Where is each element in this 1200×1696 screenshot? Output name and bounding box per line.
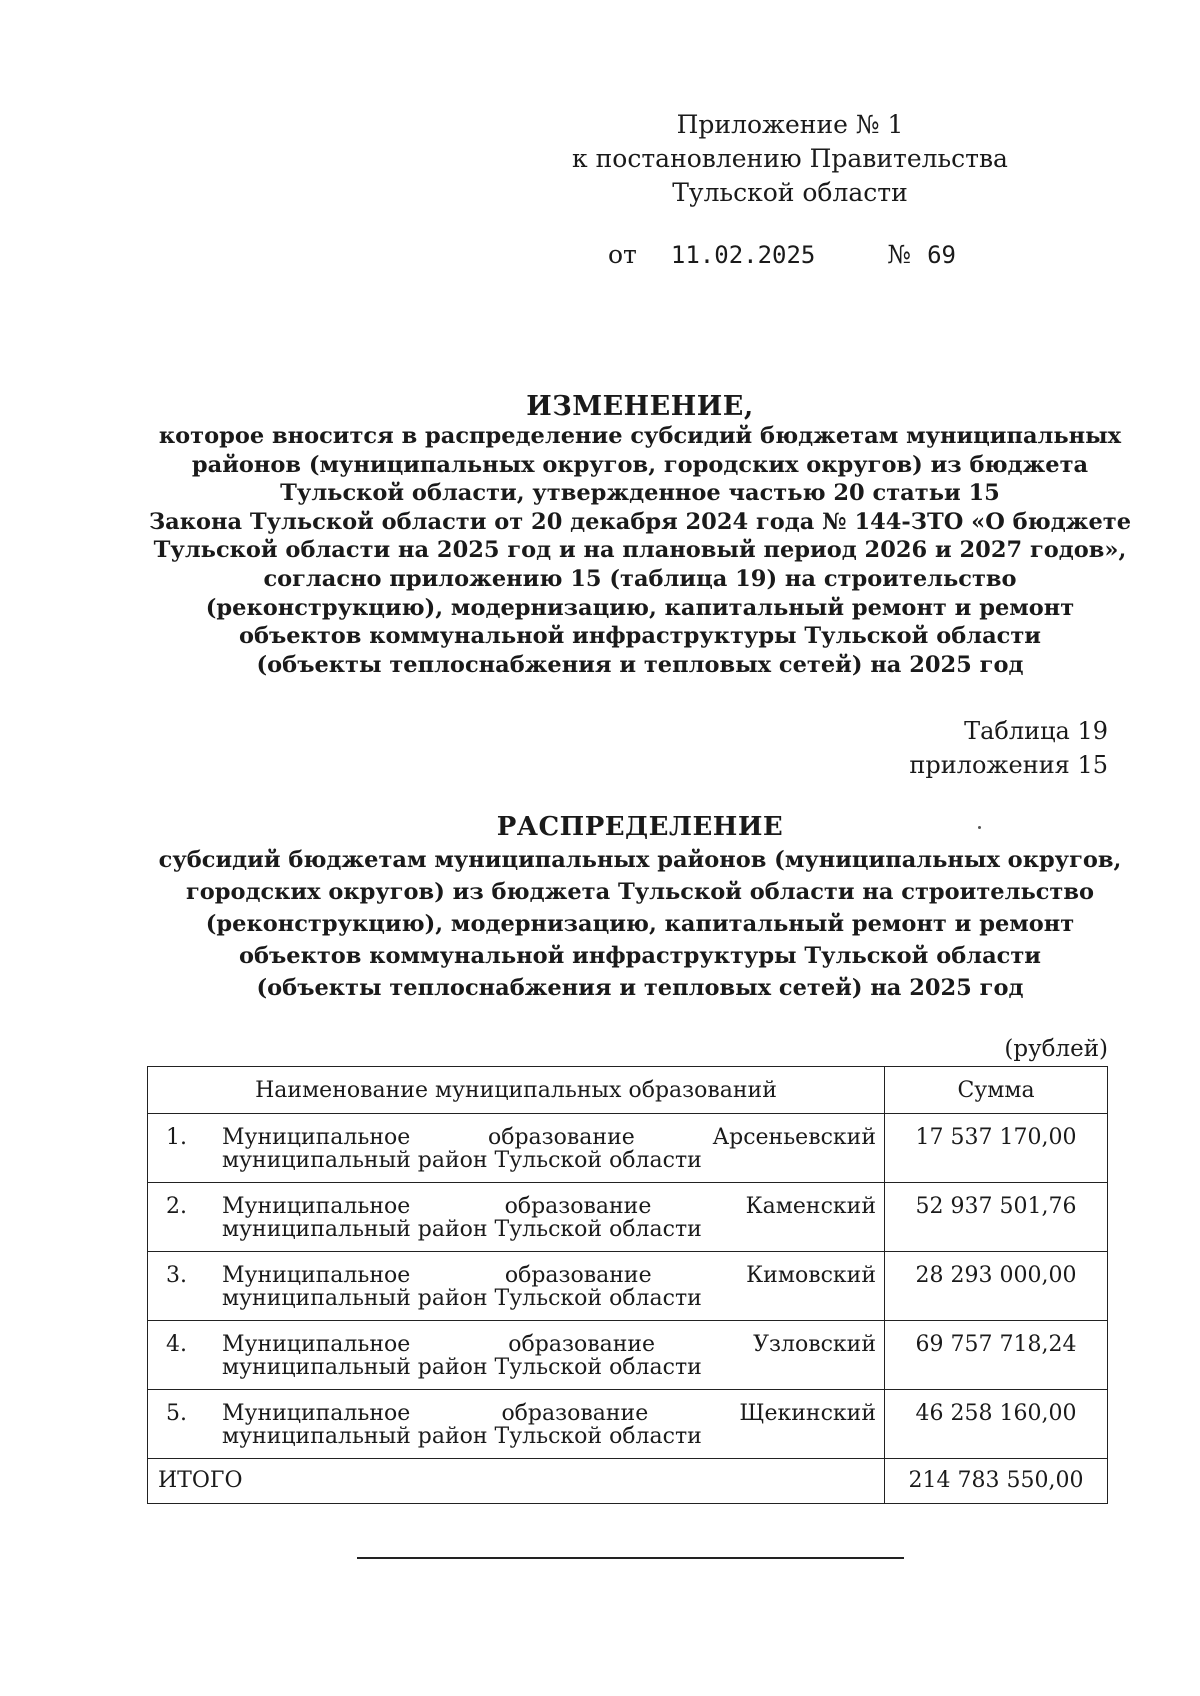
distribution-description [120, 844, 1160, 1004]
units-label: (рублей) [1004, 1036, 1108, 1062]
row-number: 4. [148, 1321, 215, 1390]
change-line: Закона Тульской области от 20 декабря 2024 года № 144-ЗТО «О бюджете [148, 508, 1132, 535]
appendix-number: Приложение № 1 [676, 110, 904, 139]
row-name: Муниципальное образование Узловский муниципальный район Тульской области [214, 1321, 885, 1390]
appendix-to-decree: к постановлению Правительства [572, 144, 1008, 173]
change-title: ИЗМЕНЕНИЕ, [526, 391, 754, 422]
distribution-line: объектов коммунальной инфраструктуры Тульской области [239, 943, 1041, 969]
distribution-line: субсидий бюджетам муниципальных районов (муниципальных округов, [158, 847, 1122, 873]
total-label: ИТОГО [148, 1459, 885, 1504]
row-sum: 28 293 000,00 [885, 1252, 1108, 1321]
row-sum: 52 937 501,76 [885, 1183, 1108, 1252]
change-line: объектов коммунальной инфраструктуры Тульской области [239, 623, 1041, 650]
row-sum: 69 757 718,24 [885, 1321, 1108, 1390]
table-row [148, 1321, 1108, 1390]
table-number: Таблица 19 [964, 717, 1108, 745]
table-total-row [148, 1459, 1108, 1504]
table-appendix: приложения 15 [909, 751, 1108, 779]
distribution-heading [120, 810, 1160, 1004]
decree-number-label: № [887, 240, 912, 269]
total-sum: 214 783 550,00 [885, 1459, 1108, 1504]
table-row [148, 1183, 1108, 1252]
distribution-title: РАСПРЕДЕЛЕНИЕ [496, 812, 784, 842]
change-line: согласно приложению 15 (таблица 19) на строительство [263, 565, 1017, 592]
table-header-row [148, 1067, 1108, 1114]
row-number: 2. [148, 1183, 215, 1252]
row-sum: 46 258 160,00 [885, 1390, 1108, 1459]
row-number: 1. [148, 1114, 215, 1183]
decree-date: 11.02.2025 [670, 241, 816, 269]
change-line: Тульской области, утвержденное частью 20 статьи 15 [280, 480, 1000, 507]
row-name: Муниципальное образование Кимовский муниципальный район Тульской области [214, 1252, 885, 1321]
row-sum: 17 537 170,00 [885, 1114, 1108, 1183]
change-heading [120, 392, 1160, 679]
decree-from-label: от [608, 240, 637, 269]
table-row [148, 1252, 1108, 1321]
distribution-line: (объекты теплоснабжения и тепловых сетей) на 2025 год [256, 975, 1024, 1001]
row-name: Муниципальное образование Арсеньевский муниципальный район Тульской области [214, 1114, 885, 1183]
distribution-line: (реконструкцию), модернизацию, капитальный ремонт и ремонт [205, 911, 1075, 937]
header-name: Наименование муниципальных образований [148, 1067, 885, 1114]
appendix-header [560, 108, 1020, 210]
decree-number: 69 [927, 241, 956, 269]
table-reference [909, 714, 1108, 782]
change-line: (реконструкцию), модернизацию, капитальный ремонт и ремонт [205, 594, 1075, 621]
table-row [148, 1114, 1108, 1183]
change-description [120, 422, 1160, 679]
row-number: 3. [148, 1252, 215, 1321]
appendix-region: Тульской области [672, 178, 908, 207]
row-number: 5. [148, 1390, 215, 1459]
header-sum: Сумма [885, 1067, 1108, 1114]
subsidy-table [147, 1066, 1108, 1504]
distribution-line: городских округов) из бюджета Тульской области на строительство [185, 879, 1095, 905]
decree-date-line [608, 238, 956, 272]
row-name: Муниципальное образование Щекинский муниципальный район Тульской области [214, 1390, 885, 1459]
change-line: (объекты теплоснабжения и тепловых сетей) на 2025 год [256, 651, 1024, 678]
closing-rule [357, 1557, 904, 1559]
table-row [148, 1390, 1108, 1459]
change-line: Тульской области на 2025 год и на плановый период 2026 и 2027 годов», [153, 537, 1127, 564]
change-line: районов (муниципальных округов, городских округов) из бюджета [191, 451, 1089, 478]
change-line: которое вносится в распределение субсидий бюджетам муниципальных [158, 423, 1122, 449]
row-name: Муниципальное образование Каменский муниципальный район Тульской области [214, 1183, 885, 1252]
